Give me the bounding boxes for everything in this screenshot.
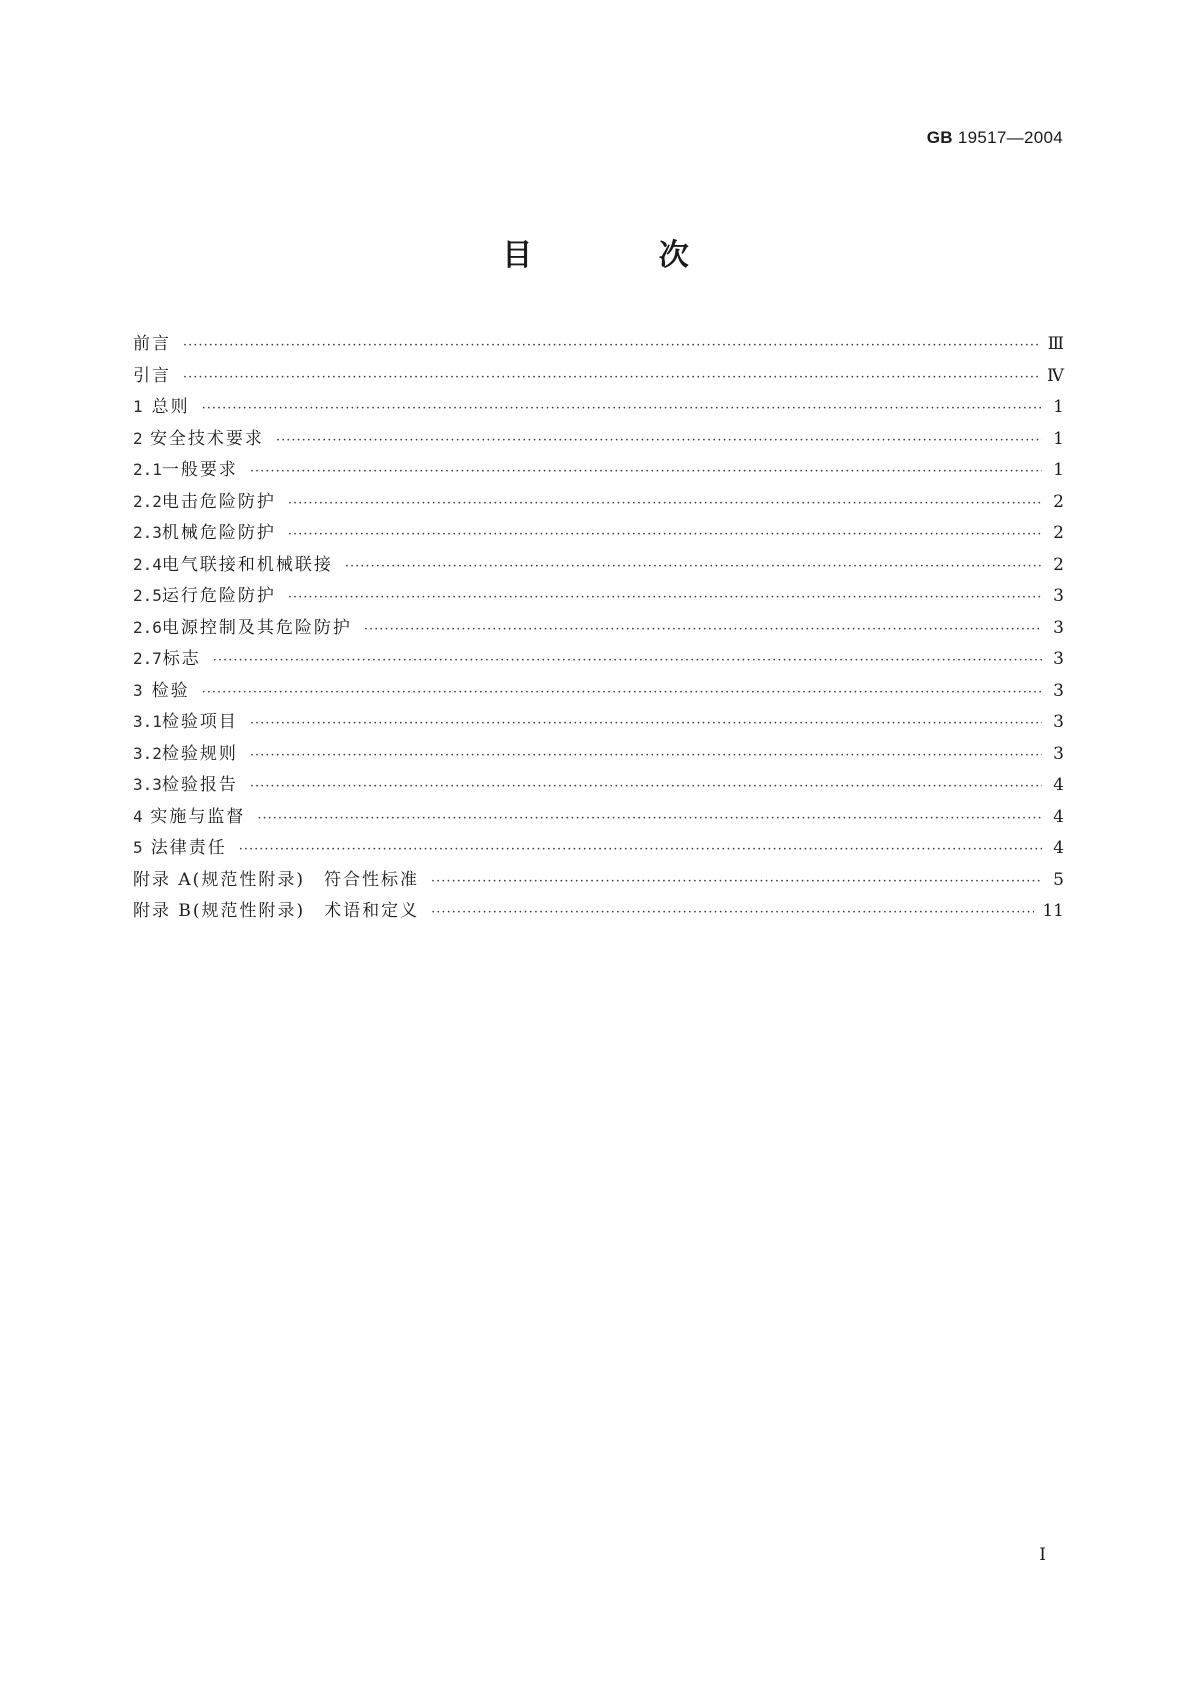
toc-entry-2[interactable] [133, 424, 1064, 456]
toc-entry-page: 4 [1053, 806, 1064, 827]
standard-code-prefix: GB [926, 128, 953, 147]
toc-entry-number: 2.6 [133, 617, 162, 637]
toc-entry-page: 2 [1053, 554, 1064, 575]
toc-entry-2-1[interactable] [133, 455, 1064, 487]
toc-entry-3-1[interactable] [133, 707, 1064, 739]
toc-entry-label: 实施与监督 [150, 806, 246, 827]
toc-entry-number: 2 [133, 428, 143, 448]
toc-leader-dots [250, 464, 1042, 479]
toc-entry-number: 3.1 [133, 712, 162, 731]
toc-entry-number: 2.4 [133, 554, 162, 574]
toc-leader-dots [257, 811, 1042, 826]
standard-code [927, 128, 1063, 148]
page-title: 目 次 [502, 238, 747, 273]
toc-leader-dots [202, 685, 1042, 700]
toc-entry-page: 11 [1042, 901, 1064, 921]
toc-entry-number: 3.3 [133, 775, 162, 794]
toc-leader-dots [239, 842, 1042, 857]
toc-entry-label: 电气联接和机械联接 [161, 554, 333, 575]
standard-code-number: 19517—2004 [957, 128, 1063, 147]
toc-entry-label: 安全技术要求 [149, 428, 264, 449]
toc-entry-label: 电击危险防护 [161, 491, 276, 512]
toc-entry-label: 检验 [151, 680, 190, 701]
toc-leader-dots [202, 401, 1042, 416]
toc-entry-number: 2.1 [133, 460, 162, 479]
toc-entry-page: 3 [1053, 649, 1064, 669]
toc-entry-1[interactable] [133, 392, 1064, 424]
toc-entry-label: 电源控制及其危险防护 [161, 617, 352, 638]
toc-entry-page: 4 [1053, 838, 1064, 858]
toc-entry-appendix-a[interactable] [133, 865, 1064, 897]
toc-entry-label: 法律责任 [150, 838, 227, 858]
toc-entry-number: 1 [133, 397, 143, 416]
toc-entry-page: 3 [1053, 680, 1064, 701]
toc-leader-dots [288, 496, 1042, 511]
toc-entry-appendix-b[interactable] [133, 896, 1064, 928]
toc-entry-page: Ⅳ [1047, 365, 1064, 386]
toc-entry-label: 运行危险防护 [161, 586, 276, 606]
toc-leader-dots [250, 779, 1042, 794]
toc-leader-dots [431, 905, 1034, 920]
toc-entry-page: Ⅲ [1047, 334, 1064, 354]
toc-leader-dots [183, 338, 1040, 353]
toc-entry-3[interactable] [133, 676, 1064, 708]
toc-entry-3-3[interactable] [133, 770, 1064, 802]
toc-leader-dots [250, 716, 1042, 731]
page-number: Ⅰ [1039, 1545, 1046, 1565]
toc-leader-dots [431, 874, 1042, 889]
toc-entry-2-2[interactable] [133, 487, 1064, 519]
toc-entry-page: 3 [1053, 712, 1064, 732]
toc-entry-label: 引言 [133, 365, 171, 386]
toc-entry-number: 4 [133, 806, 143, 826]
toc-entry-number: 3.2 [133, 743, 162, 763]
toc-entry-page: 1 [1053, 428, 1064, 449]
toc-entry-label: 前言 [133, 334, 171, 354]
toc-entry-label: 检验规则 [161, 743, 238, 764]
table-of-contents [133, 329, 1064, 928]
toc-leader-dots [364, 622, 1042, 637]
toc-entry-2-6[interactable] [133, 613, 1064, 645]
toc-entry-page: 5 [1053, 869, 1064, 890]
toc-entry-number: 3 [133, 680, 143, 700]
toc-entry-label: 检验报告 [161, 775, 238, 795]
toc-entry-3-2[interactable] [133, 739, 1064, 771]
toc-entry-2-4[interactable] [133, 550, 1064, 582]
toc-entry-number: 2.7 [133, 649, 162, 668]
toc-leader-dots [276, 433, 1042, 448]
toc-entry-label: 总则 [151, 397, 190, 417]
toc-entry-2-3[interactable] [133, 518, 1064, 550]
toc-leader-dots [250, 748, 1042, 763]
toc-entry-4[interactable] [133, 802, 1064, 834]
toc-entry-label: 附录 B(规范性附录) 术语和定义 [133, 901, 420, 921]
toc-entry-label: 标志 [162, 649, 201, 669]
toc-leader-dots [288, 590, 1042, 605]
toc-entry-number: 2.2 [133, 491, 162, 511]
toc-entry-2-7[interactable] [133, 644, 1064, 676]
toc-leader-dots [183, 370, 1039, 385]
toc-entry-foreword[interactable] [133, 329, 1064, 361]
toc-entry-label: 附录 A(规范性附录) 符合性标准 [133, 869, 419, 890]
toc-entry-label: 机械危险防护 [161, 523, 276, 543]
toc-entry-page: 3 [1053, 743, 1064, 764]
toc-entry-page: 2 [1053, 523, 1064, 543]
toc-entry-5[interactable] [133, 833, 1064, 865]
toc-leader-dots [288, 527, 1042, 542]
toc-entry-page: 4 [1053, 775, 1064, 795]
toc-entry-label: 检验项目 [161, 712, 238, 732]
toc-entry-page: 3 [1053, 617, 1064, 638]
toc-leader-dots [213, 653, 1042, 668]
toc-entry-2-5[interactable] [133, 581, 1064, 613]
toc-entry-page: 2 [1053, 491, 1064, 512]
toc-entry-number: 5 [133, 838, 143, 857]
toc-entry-label: 一般要求 [161, 460, 238, 480]
toc-leader-dots [345, 559, 1042, 574]
toc-entry-introduction[interactable] [133, 361, 1064, 393]
toc-entry-page: 1 [1053, 460, 1064, 480]
toc-entry-page: 3 [1053, 586, 1064, 606]
toc-entry-number: 2.5 [133, 586, 162, 605]
toc-entry-number: 2.3 [133, 523, 162, 542]
toc-entry-page: 1 [1053, 397, 1064, 417]
